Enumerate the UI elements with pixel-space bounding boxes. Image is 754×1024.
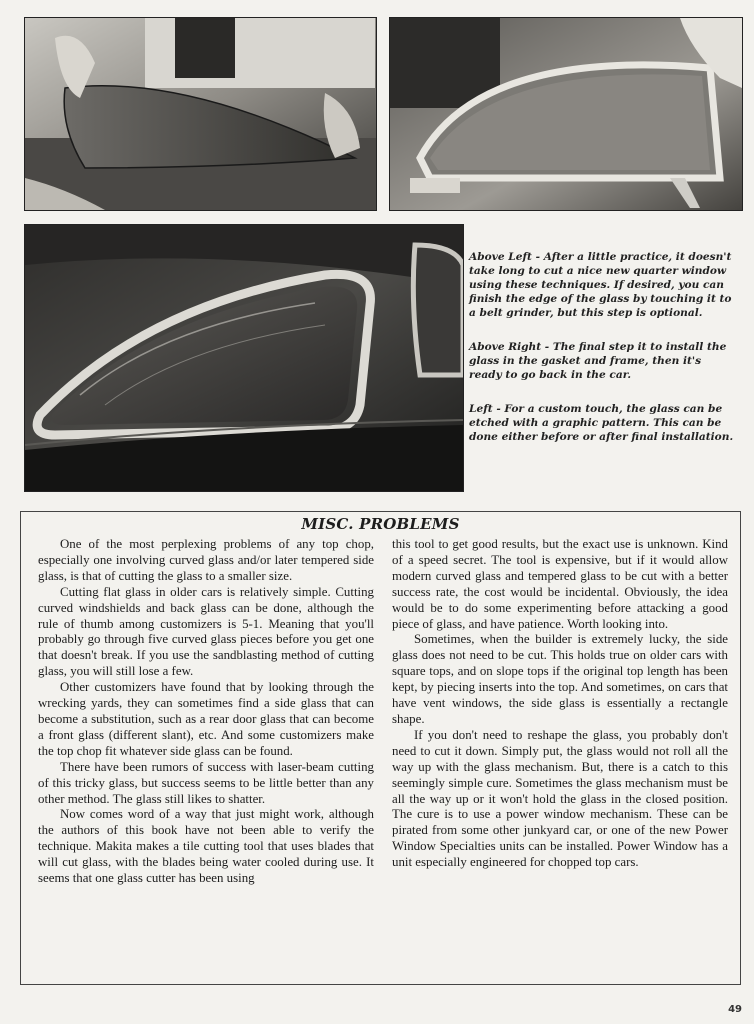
paragraph: There have been rumors of success with laser-beam cutting of this tricky glass, but success seems to be little better than any other method. The glass still likes to shatter. <box>38 759 374 806</box>
article-column-left <box>38 537 374 978</box>
glass-cutting-photo <box>25 18 376 210</box>
paragraph: Other customizers have found that by looking through the wrecking yards, they can sometimes find a side glass that can become a substitution, such as a rear door glass that can become a front glass (different slant), etc. And some customizers make the top chop fit whatever side glass can be found. <box>38 680 374 758</box>
article-column-right <box>392 537 728 978</box>
paragraph: One of the most perplexing problems of any top chop, especially one involving curved glass and/or later tempered side glass, is that of cutting the glass to a smaller size. <box>38 537 374 583</box>
photo-captions <box>469 250 737 464</box>
caption-above-left: Above Left - After a little practice, it doesn't take long to cut a nice new quarter window using these techniques. If desired, you can finish the edge of the glass by touching it to a belt grinder, but this step is optional. <box>469 251 732 319</box>
photo-top-left <box>24 17 377 211</box>
photo-top-right <box>389 17 743 211</box>
paragraph-continuation: this tool to get good results, but the exact use is unknown. Kind of a speed secret. The tool is expensive, but if it would allow modern curved glass and tempered glass to be cut with a better success rate, the cost would be incidental. Obviously, the idea would be to do some experimenting before attacking a good piece of glass, and have patience. Worth looking into. <box>392 537 728 631</box>
photo-main <box>24 224 464 492</box>
caption-left: Left - For a custom touch, the glass can be etched with a graphic pattern. This can be done either before or after final installation. <box>469 403 734 443</box>
page-number: 49 <box>728 1004 742 1015</box>
article-box <box>20 511 741 985</box>
glass-frame-photo <box>390 18 742 210</box>
paragraph: If you don't need to reshape the glass, you probably don't need to cut it down. Simply put, the glass would not roll all the way up with the glass mechanism. But, there is a catch to this seemingly simple cure. Sometimes the glass mechanism must be all the way up or it won't hold the glass in the closed position. The cure is to use a power window mechanism. These can be pirated from some other junkyard car, or one of the new Power Window Specialties units can be installed. Power Window has a unit especially engineered for chopped top cars. <box>392 727 728 870</box>
caption-above-right: Above Right - The final step it to install the glass in the gasket and frame, then it's ready to go back in the car. <box>469 341 727 381</box>
paragraph: Sometimes, when the builder is extremely lucky, the side glass does not need to be cut. This holds true on older cars with square tops, and on slope tops if the original top length has been kept, by piecing inserts into the top. And sometimes, on cars that have vent windows, the side glass is essentially a rectangle shape. <box>392 632 728 726</box>
article-columns <box>38 537 728 978</box>
article-title: MISC. PROBLEMS <box>301 515 460 533</box>
paragraph: Cutting flat glass in older cars is relatively simple. Cutting curved windshields and back glass can be done, although the rule of thumb among customizers is 5-1. Meaning that you'll probably go through five curved glass pieces before you get one that doesn't break. If you use the sandblasting method of cutting glass, you will still lose a few. <box>38 584 374 679</box>
paragraph: Now comes word of a way that just might work, although the authors of this book have not been able to verify the technique. Makita makes a tile cutting tool that uses blades that will cut glass, with the blades being water cooled during use. It seems that one glass cutter has been using <box>38 807 374 886</box>
etched-window-photo <box>25 225 463 491</box>
